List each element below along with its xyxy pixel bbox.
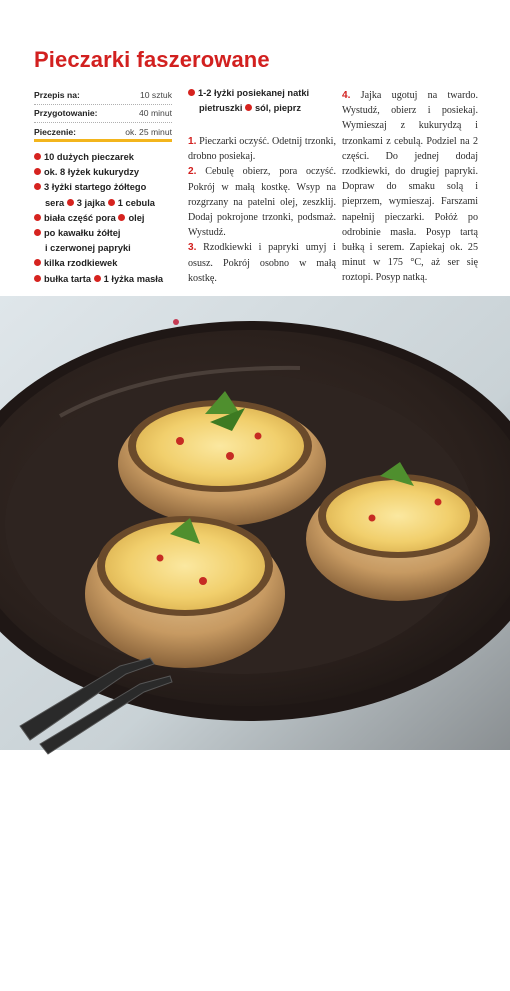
watermark: obiadydomowe.pl: [40, 952, 388, 990]
bullet-dot-icon: [188, 89, 195, 96]
ingredient-line: [34, 150, 184, 165]
ingredient-item: biała część pora: [44, 212, 116, 223]
recipe-title: Pieczarki faszerowane: [34, 47, 270, 72]
step-paragraph: [188, 240, 336, 286]
ingredient-item: ok. 8 łyżek kukurydzy: [44, 167, 140, 178]
info-label: Pieczenie:: [34, 126, 77, 137]
ingredient-line: [34, 226, 184, 241]
photo-illustration: [0, 296, 510, 750]
step-text: Pieczarki oczyść. Odetnij trzonki, drobno posiekaj.: [188, 136, 337, 163]
info-row-prep: [34, 105, 172, 124]
ingredient-item: 10 dużych pieczarek: [44, 152, 134, 162]
ingredient-item: po kawałku żółtej: [44, 228, 121, 239]
ingredient-line: [34, 165, 184, 180]
bullet-dot-icon: [94, 275, 101, 282]
ingredient-item: sól, pieprz: [255, 103, 301, 114]
ingredients-list-right: [188, 86, 318, 116]
recipe-info-box: [34, 86, 172, 141]
info-value: ok. 25 minut: [125, 126, 172, 137]
step-text: Jajka ugotuj na twardo. Wystudź, obierz i posiekaj. Wymieszaj z kukurydzą i trzonkami z cebulą. Podziel na 2 części. Do jednej dodaj rzodkiewki, do drugiej papryki. Dopraw do smaku solą i pieprzem, wymieszaj. Farszami napełnij pieczarki. Połóż po odrobinie masła. Posyp tartą bułką i serem. Zapiekaj ok. 25 minut w 175 °C, aż ser się roztopi. Posyp natką.: [342, 90, 479, 284]
ingredient-line: [34, 256, 184, 271]
ingredient-item: olej: [128, 212, 145, 223]
info-row-baking: [34, 123, 172, 141]
info-divider: [34, 139, 172, 142]
step-paragraph: [188, 134, 336, 164]
info-value: 40 minut: [139, 108, 172, 119]
ingredient-item: 3 łyżki startego żółtego: [44, 182, 147, 193]
ingredient-item: kilka rzodkiewek: [44, 258, 118, 269]
ingredient-line: [34, 241, 184, 256]
ingredients-list-left: [34, 150, 184, 287]
steps-column-right: [342, 88, 478, 286]
step-paragraph: [188, 164, 336, 240]
bullet-dot-icon: [34, 229, 41, 236]
step-number: 4.: [342, 90, 351, 101]
ingredient-item: sera: [45, 197, 65, 208]
ingredient-item: i czerwonej papryki: [45, 243, 131, 254]
info-row-servings: [34, 86, 172, 105]
info-label: Przygotowanie:: [34, 108, 98, 119]
bullet-dot-icon: [118, 214, 125, 221]
bullet-dot-icon: [34, 214, 41, 221]
ingredient-line: [188, 101, 318, 116]
step-text: Cebulę obierz, pora oczyść. Pokrój w małą kostkę. Wsyp na rozgrzany na patelni olej, zeszklij. Dodaj pokrojone trzonki, podsmaż. Wystudź.: [188, 166, 336, 239]
bullet-dot-icon: [34, 259, 41, 266]
ingredient-item: bułka tarta: [44, 273, 92, 284]
bullet-dot-icon: [34, 183, 41, 190]
bullet-dot-icon: [34, 275, 41, 282]
bullet-dot-icon: [34, 153, 41, 160]
step-number: 1.: [188, 136, 197, 147]
ingredient-line: [34, 180, 184, 195]
ingredient-line: [34, 211, 184, 226]
ingredient-item: 1-2 łyżki posiekanej natki: [198, 88, 310, 98]
step-text: Rzodkiewki i papryki umyj i osusz. Pokrój osobno w małą kostkę.: [188, 242, 336, 284]
ingredient-line: [188, 86, 318, 101]
step-paragraph: [342, 88, 478, 286]
ingredient-item: 1 cebula: [117, 197, 155, 208]
steps-column-middle: [188, 134, 336, 286]
bullet-dot-icon: [245, 104, 252, 111]
ingredient-item: 3 jajka: [76, 197, 106, 208]
stuffed-mushrooms-photo: [0, 296, 510, 990]
bullet-dot-icon: [34, 168, 41, 175]
info-value: 10 sztuk: [139, 89, 172, 100]
ingredient-line: [34, 196, 184, 211]
ingredient-item: 1 łyżka masła: [103, 273, 164, 284]
bullet-dot-icon: [67, 199, 74, 206]
ingredient-line: [34, 272, 184, 287]
ingredient-item: pietruszki: [199, 103, 243, 114]
step-number: 3.: [188, 242, 197, 254]
info-label: Przepis na:: [34, 89, 80, 100]
bullet-dot-icon: [108, 199, 115, 206]
step-number: 2.: [188, 166, 197, 178]
